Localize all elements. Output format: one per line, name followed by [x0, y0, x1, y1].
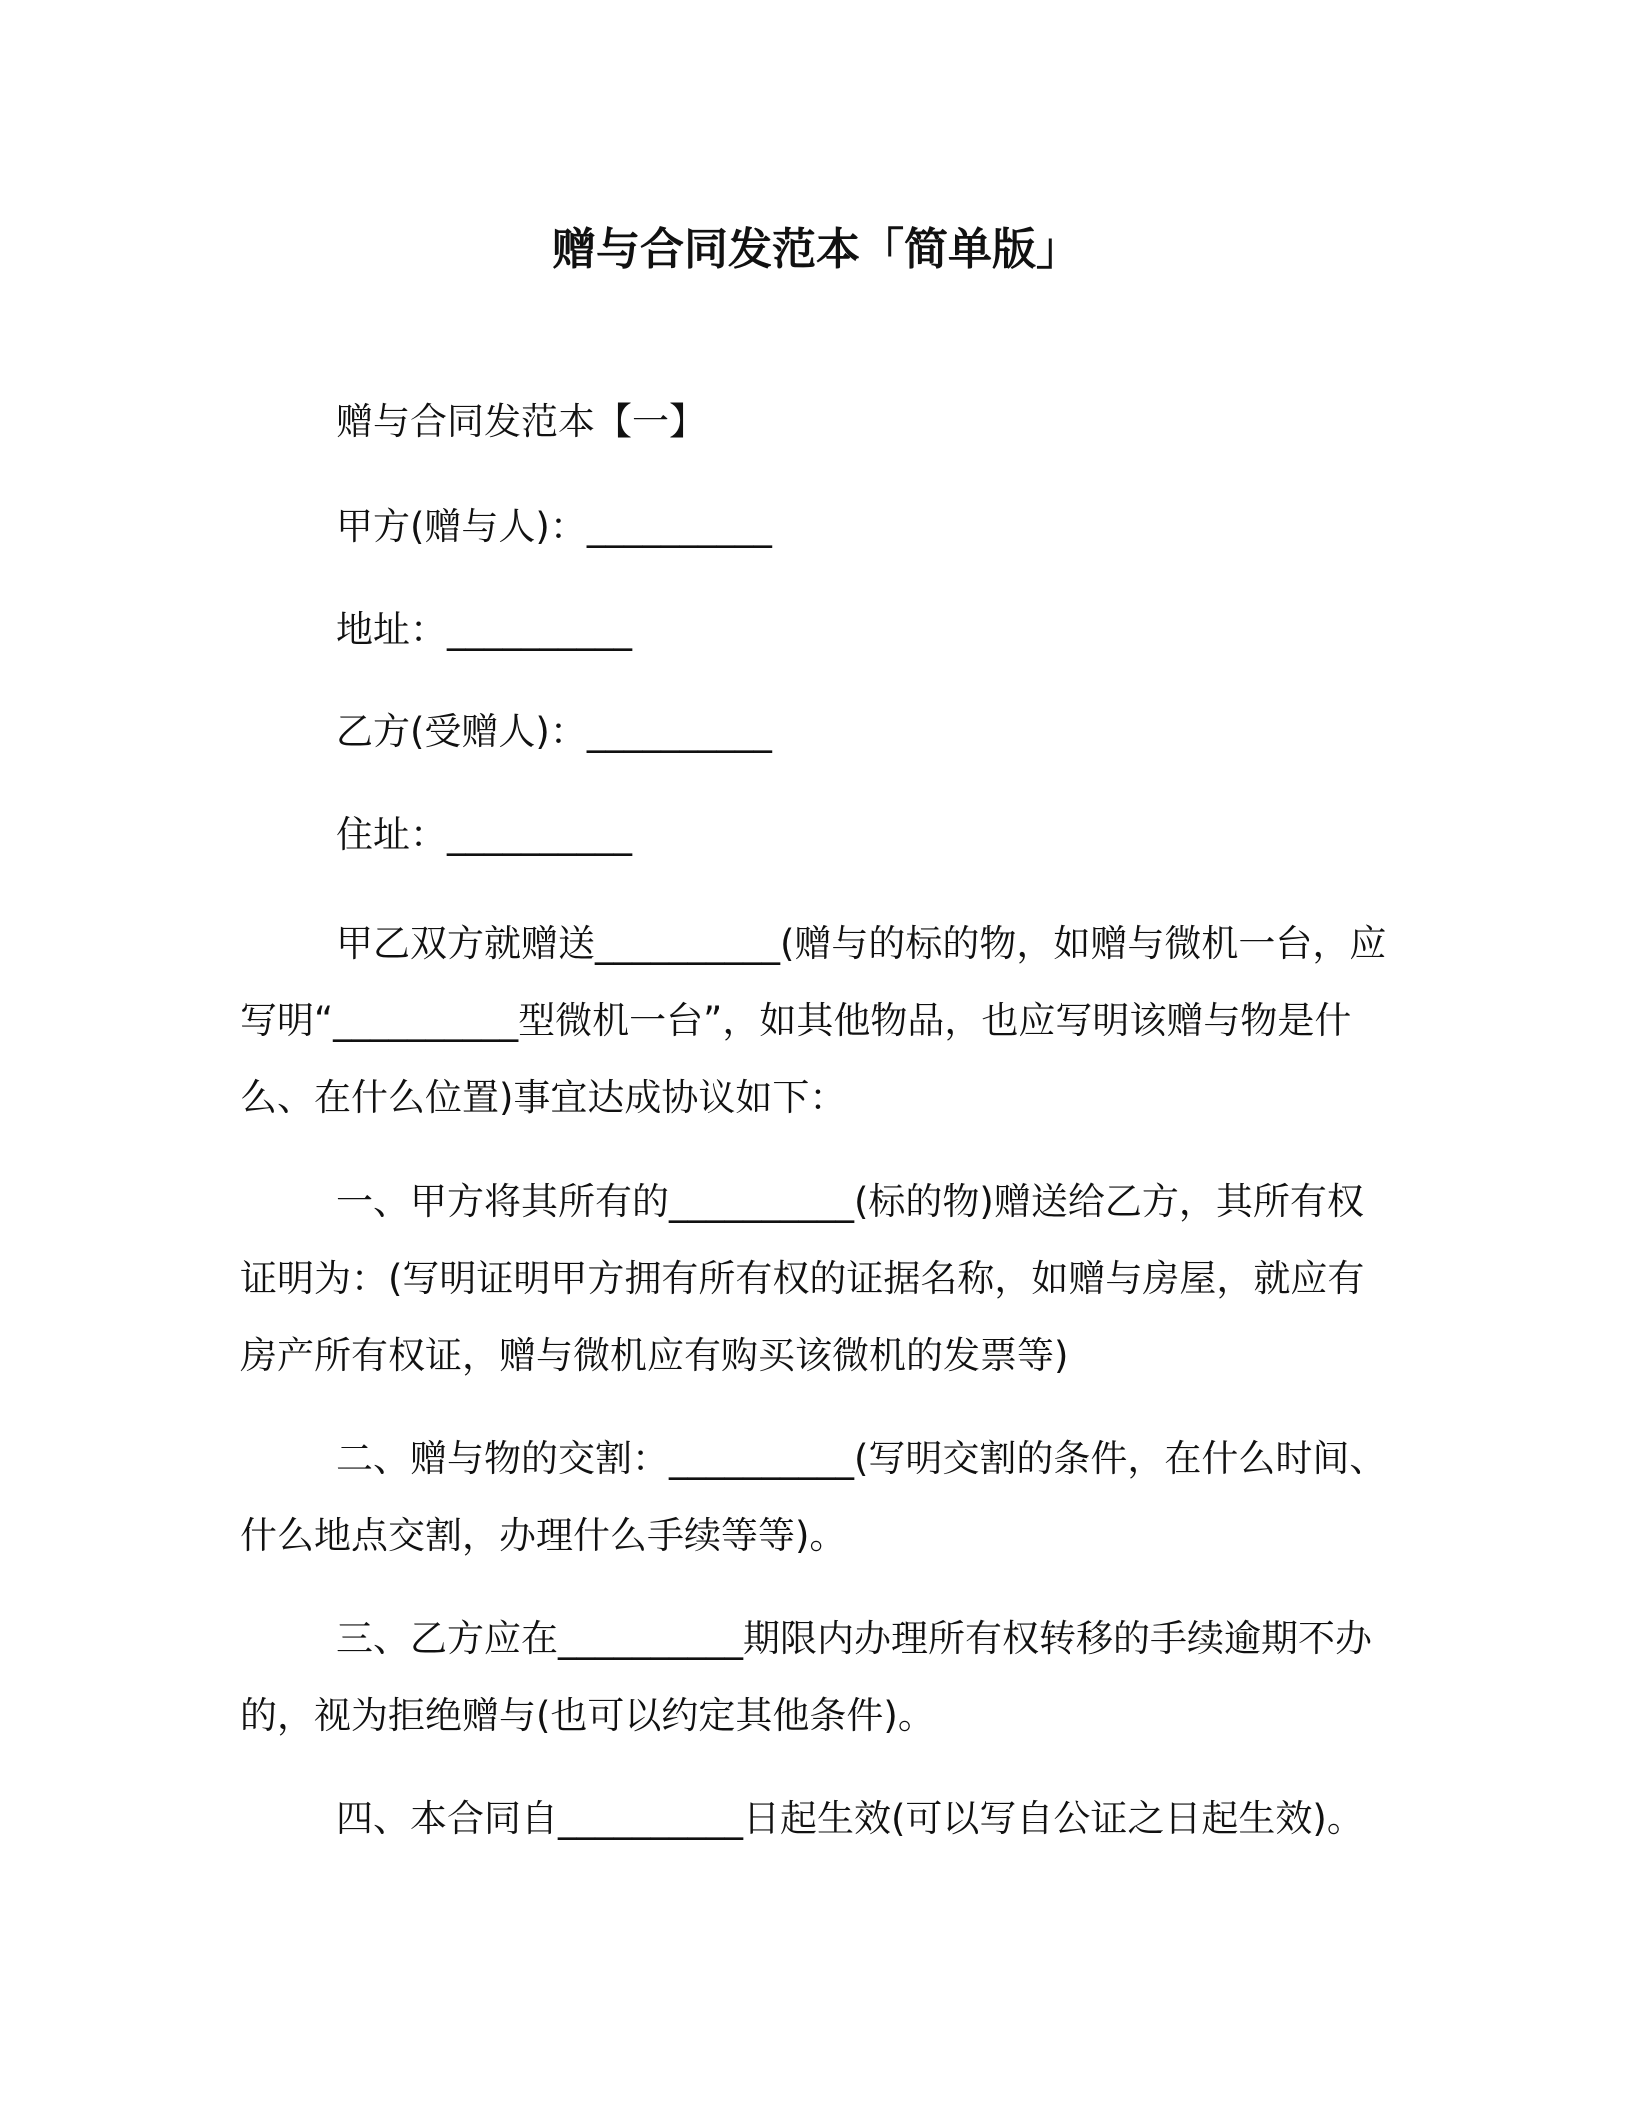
clause-four: 四、本合同自__________日起生效(可以写自公证之日起生效)。 — [336, 1797, 1364, 1840]
intro-paragraph: 甲乙双方就赠送__________(赠与的标的物，如赠与微机一台，应写明“__________型微机一台”，如其他物品，也应写明该赠与物是什么、在什么位置)事宜达成协议如下： — [240, 922, 1387, 1119]
party-b-address-field: 住址：__________ — [336, 813, 632, 856]
clause-one: 一、甲方将其所有的__________(标的物)赠送给乙方，其所有权证明为：(写明证明甲方拥有所有权的证据名称，如赠与房屋，就应有房产所有权证，赠与微机应有购买该微机的发票等) — [240, 1180, 1365, 1377]
party-a-field: 甲方(赠与人)：__________ — [336, 505, 772, 548]
section-heading: 赠与合同发范本【一】 — [336, 400, 706, 443]
party-a-address-field: 地址：__________ — [336, 608, 632, 651]
document-title: 赠与合同发范本「简单版」 — [552, 224, 1080, 275]
party-b-field: 乙方(受赠人)：__________ — [336, 710, 772, 753]
clause-three: 三、乙方应在__________期限内办理所有权转移的手续逾期不办的，视为拒绝赠与(也可以约定其他条件)。 — [240, 1617, 1372, 1737]
clause-two: 二、赠与物的交割：__________(写明交割的条件，在什么时间、什么地点交割，办理什么手续等等)。 — [240, 1437, 1387, 1557]
